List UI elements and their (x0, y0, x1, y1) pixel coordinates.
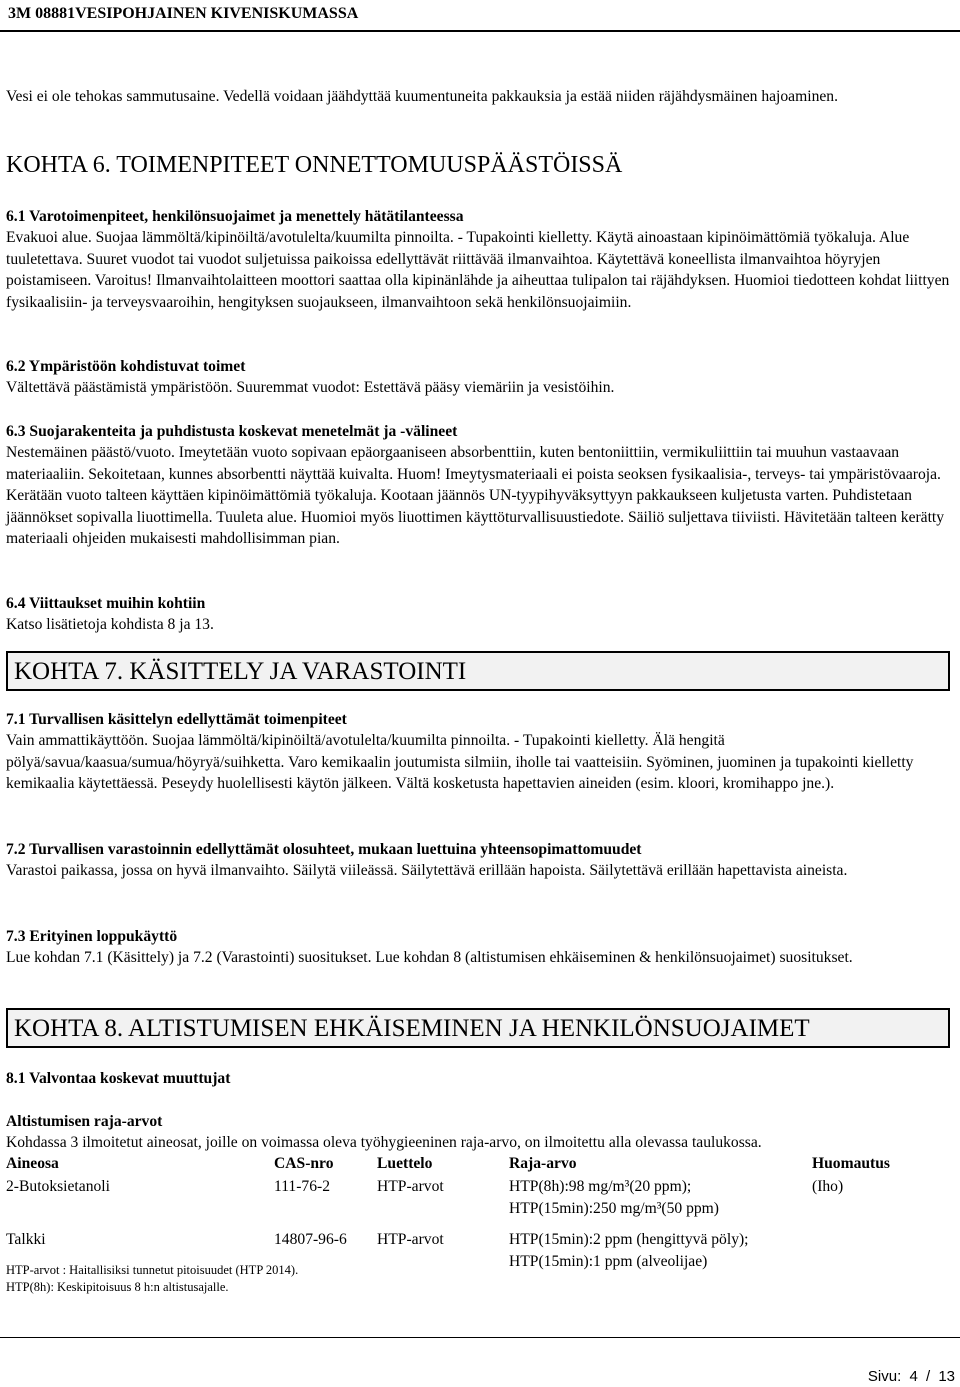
exposure-limits-heading: Altistumisen raja-arvot (6, 1113, 163, 1130)
subsection-6-2-text: Vältettävä päästämistä ympäristöön. Suuremmat vuodot: Estettävä pääsy viemäriin ja vesistöihin. (6, 379, 615, 396)
subsection-7-1-heading: 7.1 Turvallisen käsittelyn edellyttämät toimenpiteet (6, 711, 347, 728)
page-separator: / (925, 1368, 931, 1385)
table-header-row (6, 1155, 936, 1176)
intro-paragraph: Vesi ei ole tehokas sammutusaine. Vedellä voidaan jäähdyttää kuumentuneita pakkauksia ja estää niiden räjähdysmäinen hajoaminen. (6, 88, 838, 105)
subsection-6-3-text: Nestemäinen päästö/vuoto. Imeytetään vuoto sopivaan epäorgaaniseen absorbenttiin, kuten bentoniittiin, vermikuliittiin tai muuhun vastaavaan materiaaliin. Sekoitetaan, kunnes absorbentti näyttää kuivalta. Huom! Imeytysmateriaali ei poista seoksen fysikaalisia-, terveys- tai ympäristövaaroja. Kerätään vuoto talteen käyttäen kipinöimättömiä työkaluja. Kootaan jäännös UN-tyypihyväksyttyyn pakkaukseen kuljetusta varten. Puhdistetaan jäännökset sopivalla liuottimella. Tuuleta alue. Huomioi myös liuottimen käyttöturvallisuustiedote. Säiliö suljettava tiiviisti. Hävitetään talteen kerätty materiaali ohjeiden mukaisesti mahdollisimman pian. (6, 444, 945, 548)
section-8-title: KOHTA 8. ALTISTUMISEN EHKÄISEMINEN JA HENKILÖNSUOJAIMET (14, 1015, 810, 1042)
raja-arvo-line-2: HTP(15min):250 mg/m³(50 ppm) (509, 1199, 719, 1217)
product-title: 3M 08881VESIPOHJAINEN KIVENISKUMASSA (8, 5, 359, 22)
document-header (0, 0, 960, 32)
subsection-7-3-heading: 7.3 Erityinen loppukäyttö (6, 928, 178, 945)
section-7-banner (6, 651, 950, 691)
column-header-aineosa: Aineosa (6, 1155, 59, 1172)
subsection-6-2-heading: 6.2 Ympäristöön kohdistuvat toimet (6, 358, 246, 375)
subsection-6-3-heading: 6.3 Suojarakenteita ja puhdistusta koskevat menetelmät ja -välineet (6, 423, 458, 440)
table-row (6, 1176, 936, 1229)
column-header-luettelo: Luettelo (377, 1155, 433, 1172)
column-header-huomautus: Huomautus (812, 1155, 890, 1172)
subsection-8-1-heading: 8.1 Valvontaa koskevat muuttujat (6, 1070, 231, 1087)
subsection-7-3-text: Lue kohdan 7.1 (Käsittely) ja 7.2 (Varastointi) suositukset. Lue kohdan 8 (altistumisen ehkäiseminen & henkilönsuojaimet) suositukset. (6, 949, 853, 966)
table-notes (6, 1262, 298, 1296)
cell-huomautus (812, 1229, 936, 1272)
subsection-6-1-text: Evakuoi alue. Suojaa lämmöltä/kipinöiltä/avotulelta/kuumilta pinnoilta. - Tupakointi kielletty. Käytä ainoastaan kipinöimättömiä työkaluja. Alue tuuletettava. Suuret vuodot tai vuodot suljetuissa paikoissa edellyttävät riittävää ilmanvaihtoa. Käytettävä koneellista ilmanvaihtoa höyryjen poistamiseen. Varoitus! Ilmanvaihtolaitteen moottori saattaa olla kipinänlähde ja aiheuttaa tulipalon tai räjähdyksen. Huomioi tiedotteen kohdat liittyen fysikaalisiin- ja terveysvaaroihin, hengityksen suojaukseen, ilmanvaihtoon sekä henkilönsuojaimiin. (6, 229, 950, 311)
subsection-7-2-text: Varastoi paikassa, jossa on hyvä ilmanvaihto. Säilytä viileässä. Säilytettävä erillään hapoista. Säilytettävä erillään hapettavista aineista. (6, 862, 848, 879)
total-pages: 13 (938, 1368, 955, 1385)
footer-divider (0, 1337, 960, 1338)
cell-luettelo: HTP-arvot (377, 1178, 444, 1195)
exposure-limits-text: Kohdassa 3 ilmoitetut aineosat, joille on voimassa oleva työhygieeninen raja-arvo, on ilmoitettu alla olevassa taulukossa. (6, 1134, 762, 1151)
cell-aineosa: Talkki (6, 1231, 46, 1248)
raja-arvo-line-1: HTP(8h):98 mg/m³(20 ppm); (509, 1178, 692, 1195)
exposure-limits-table (6, 1155, 936, 1272)
table-note: HTP(8h): Keskipitoisuus 8 h:n altistusajalle. (6, 1280, 229, 1294)
raja-arvo-line-1: HTP(15min):2 ppm (hengittyvä pöly); (509, 1231, 749, 1248)
subsection-7-1-text: Vain ammattikäyttöön. Suojaa lämmöltä/kipinöiltä/avotulelta/kuumilta pinnoilta. - Tupakointi kielletty. Älä hengitä pölyä/savua/kaasua/sumua/höyryä/suihketta. Varo kemikaalin joutumista silmiin, iholle tai vaatteisiin. Syöminen, juominen ja tupakointi kielletty kemikaalia käytettäessä. Peseydy huolellisesti käytön jälkeen. Vältä kosketusta hapettavien aineiden (esim. kloori, kromihappo jne.). (6, 732, 914, 793)
table-note: HTP-arvot : Haitallisiksi tunnetut pitoisuudet (HTP 2014). (6, 1263, 299, 1277)
subsection-6-1-heading: 6.1 Varotoimenpiteet, henkilönsuojaimet ja menettely hätätilanteessa (6, 208, 464, 225)
cell-raja-arvo (509, 1176, 812, 1229)
page-label: Sivu: (867, 1368, 902, 1385)
cell-cas: 14807-96-6 (274, 1231, 347, 1248)
page-number (864, 1368, 955, 1385)
column-header-raja-arvo: Raja-arvo (509, 1155, 577, 1172)
column-header-cas: CAS-nro (274, 1155, 334, 1172)
section-7-title: KOHTA 7. KÄSITTELY JA VARASTOINTI (14, 658, 467, 685)
cell-luettelo: HTP-arvot (377, 1231, 444, 1248)
current-page: 4 (909, 1368, 918, 1385)
subsection-6-4-heading: 6.4 Viittaukset muihin kohtiin (6, 595, 206, 612)
cell-cas: 111-76-2 (274, 1178, 331, 1195)
subsection-7-2-heading: 7.2 Turvallisen varastoinnin edellyttämät olosuhteet, mukaan luettuina yhteensopimattomuudet (6, 841, 642, 858)
cell-huomautus: (Iho) (812, 1178, 844, 1195)
cell-raja-arvo (509, 1229, 812, 1272)
section-8-banner (6, 1008, 950, 1048)
section-6-title: KOHTA 6. TOIMENPITEET ONNETTOMUUSPÄÄSTÖISSÄ (6, 152, 623, 178)
cell-aineosa: 2-Butoksietanoli (6, 1178, 110, 1195)
subsection-6-4-text: Katso lisätietoja kohdista 8 ja 13. (6, 616, 214, 633)
raja-arvo-line-2: HTP(15min):1 ppm (alveolijae) (509, 1252, 708, 1270)
